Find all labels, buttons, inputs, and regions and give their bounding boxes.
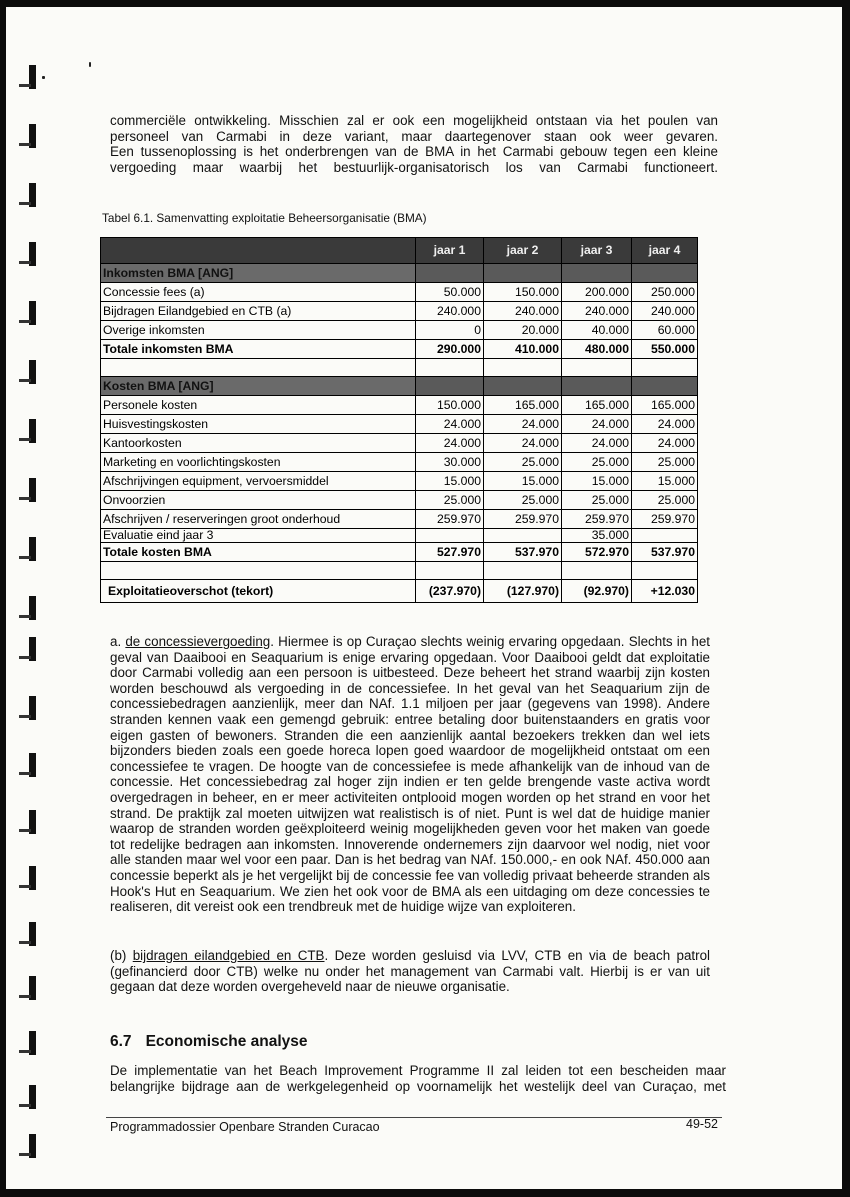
cell-value: 60.000 [632,321,698,340]
cell-value: 24.000 [416,415,484,434]
table-row [101,321,698,340]
cell-value: 35.000 [562,529,632,543]
binding-ring [17,242,39,266]
table-row [101,491,698,510]
scan-speck [42,76,45,79]
binding-ring [17,696,39,720]
cell-value: 572.970 [562,543,632,562]
income-total-row [101,340,698,359]
cell-value: 259.970 [632,510,698,529]
column-header: jaar 4 [632,238,698,264]
cell-value: 165.000 [484,396,562,415]
row-label: Bijdragen Eilandgebied en CTB (a) [101,302,416,321]
bma-summary-table [100,237,698,603]
table-row [101,453,698,472]
cell-value: 30.000 [416,453,484,472]
row-label: Overige inkomsten [101,321,416,340]
row-label: Marketing en voorlichtingskosten [101,453,416,472]
row-label: Personele kosten [101,396,416,415]
binding-ring [17,866,39,890]
text-line: vergoeding maar waarbij het bestuurlijk-organisatorisch los van Carmabi functioneert. [110,159,718,175]
cell-value: 259.970 [484,510,562,529]
cell-value: (237.970) [416,580,484,603]
cell-value [632,529,698,543]
table-row [101,434,698,453]
text-line: Een tussenoplossing is het onderbrengen van de BMA in het Carmabi gebouw tegen een kleine [110,144,718,160]
table-row [101,472,698,491]
cell-value: 24.000 [484,415,562,434]
cell-value: 20.000 [484,321,562,340]
row-label: Huisvestingskosten [101,415,416,434]
result-row [101,580,698,603]
document-page [6,7,842,1189]
column-header: jaar 1 [416,238,484,264]
cost-section-row [101,377,698,396]
cell-value: 24.000 [562,415,632,434]
row-label: Totale inkomsten BMA [101,340,416,359]
cost-total-row [101,543,698,562]
cell-value: 24.000 [484,434,562,453]
text-line: commerciële ontwikkeling. Misschien zal er ook een mogelijkheid ontstaan via het poulen van [110,113,718,128]
paragraph-bijdragen [110,948,710,995]
table-row [101,396,698,415]
binding-ring [17,753,39,777]
binding-ring [17,360,39,384]
cell-value: 24.000 [632,415,698,434]
table-row [101,510,698,529]
cell-value: 250.000 [632,283,698,302]
paragraph-concessievergoeding [110,634,710,915]
paragraph-prefix: a. [110,634,126,649]
spacer-row [101,562,698,580]
cell-value: 240.000 [632,302,698,321]
binding-ring [17,637,39,661]
cell-value: 40.000 [562,321,632,340]
binding-ring [17,124,39,148]
cell-value: 150.000 [484,283,562,302]
cell-value: 537.970 [484,543,562,562]
text-line: De implementatie van het Beach Improvement Programme II zal leiden tot een bescheiden maar [110,1063,726,1078]
cell-value: 25.000 [416,491,484,510]
cell-value: 527.970 [416,543,484,562]
cell-value: 50.000 [416,283,484,302]
section-label: Inkomsten BMA [ANG] [101,264,416,283]
cell-value: 537.970 [632,543,698,562]
income-section-row [101,264,698,283]
section-label: Kosten BMA [ANG] [101,377,416,396]
cell-value: 480.000 [562,340,632,359]
cell-value: 150.000 [416,396,484,415]
binding-ring [17,1134,39,1158]
cell-value: 25.000 [562,453,632,472]
paragraph-term: bijdragen eilandgebied en CTB [132,948,325,963]
table-header-row [101,238,698,264]
binding-ring [17,1031,39,1055]
binding-ring [17,65,39,89]
table-row [101,302,698,321]
column-header: jaar 2 [484,238,562,264]
cell-value: 290.000 [416,340,484,359]
text-line: belangrijke bijdrage aan de werkgelegenheid op voornamelijk het westelijk deel van Curaçao, met [110,1078,726,1094]
cell-value: 24.000 [562,434,632,453]
spiral-binding [6,7,56,1189]
paragraph-text: . Hiermee is op Curaçao slechts weinig ervaring opgedaan. Slechts in het geval van Daaibooi en Seaquarium is enige ervaring opgedaan. Voor Daaibooi geldt dat exploitatie door Carmabi volledig aan een persoon is uitbesteed. Deze beheert het strand waarbij zijn kosten worden beschouwd als vergoeding in de concessiefee. In het geval van het Seaquarium zijn de concessiebedragen aanzienlijk, meer dan NAf. 1.1 miljoen per jaar (gegevens van 1998). Andere stranden kennen vaak een gemengd gebruik: entree betaling door buitenstaanders en gratis voor eigen gasten of bewoners. Stranden die een aanzienlijk aantal bezoekers trekken dan wel iets bijzonders bieden zoals een goede horeca lopen goed waardoor de mogelijkheid ontstaat om een concessiefee te vragen. De hoogte van de concessiefee is mede afhankelijk van de inhoud van de concessie. Het concessiebedrag zal hoger zijn indien er ten gelde brengende vaste activa wordt overgedragen in beheer, en er meer activiteiten ontplooid mogen worden op het strand en voor het strand. De praktijk zal moeten uitwijzen wat realistisch is of niet. Punt is wel dat de huidige manier waarop de stranden worden geëxploiteerd weinig mogelijkheden geven voor het maken van goede tot redelijke bedragen aan inkomsten. Innoverende ondernemers zijn daarvoor wel nodig, niet voor alle standen maar wel voor een paar. Dan is het bedrag van NAf. 150.000,- en ook NAf. 450.000 aan concessie beperkt als je het vergelijkt bij de concessie fee van volledig privaat beheerde stranden als Hook's Hut en Seaquarium. We zien het ook voor de BMA als een uitdaging om deze concessies te realiseren, dit vereist ook een trendbreuk met de huidige wijze van exploiteren. [110,634,711,915]
table-caption: Tabel 6.1. Samenvatting exploitatie Beheersorganisatie (BMA) [102,211,427,225]
cell-value: 165.000 [562,396,632,415]
cell-value: (92.970) [562,580,632,603]
cell-value: 25.000 [632,453,698,472]
header-blank [101,238,416,264]
row-label: Afschrijven / reserveringen groot onderhoud [101,510,416,529]
paragraph-prefix: (b) [110,948,133,963]
row-label: Kantoorkosten [101,434,416,453]
cell-value: 15.000 [484,472,562,491]
column-header: jaar 3 [562,238,632,264]
row-label: Evaluatie eind jaar 3 [101,529,416,543]
binding-ring [17,478,39,502]
binding-ring [17,976,39,1000]
binding-ring [17,1085,39,1109]
cell-value: 25.000 [632,491,698,510]
intro-paragraph [110,113,718,175]
cell-value: 259.970 [416,510,484,529]
binding-ring [17,810,39,834]
page-number: 49-52 [686,1117,718,1131]
binding-ring [17,301,39,325]
cell-value: 165.000 [632,396,698,415]
row-label: Onvoorzien [101,491,416,510]
footer-divider [106,1117,722,1118]
cell-value: 25.000 [484,491,562,510]
table-row [101,415,698,434]
binding-ring [17,537,39,561]
text-line: personeel van Carmabi in deze variant, maar daartegenover staan ook weer gevaren. [110,128,718,144]
section-number: 6.7 [110,1033,132,1050]
section-paragraph [110,1063,726,1094]
scan-speck [89,62,91,67]
cell-value: 240.000 [416,302,484,321]
footer-title: Programmadossier Openbare Stranden Curacao [110,1120,380,1134]
cell-value [416,529,484,543]
table-row [101,529,698,543]
cell-value: 24.000 [416,434,484,453]
spacer-row [101,359,698,377]
row-label: Exploitatieoverschot (tekort) [101,580,416,603]
table-row [101,283,698,302]
binding-ring [17,596,39,620]
paragraph-text: . Deze worden gesluisd via LVV, CTB en via de beach patrol (gefinancierd door CTB) welke nu onder het management van Carmabi valt. Hierbij is er van uit gegaan dat deze worden overgeheveld naar de nieuwe organisatie. [110,948,710,995]
cell-value: 259.970 [562,510,632,529]
cell-value: 410.000 [484,340,562,359]
cell-value: 25.000 [484,453,562,472]
cell-value: (127.970) [484,580,562,603]
row-label: Totale kosten BMA [101,543,416,562]
cell-value: +12.030 [632,580,698,603]
cell-value: 240.000 [484,302,562,321]
cell-value: 25.000 [562,491,632,510]
binding-ring [17,922,39,946]
row-label: Concessie fees (a) [101,283,416,302]
section-title: Economische analyse [145,1033,308,1050]
cell-value: 24.000 [632,434,698,453]
cell-value: 0 [416,321,484,340]
paragraph-term: de concessievergoeding [125,634,271,649]
cell-value: 15.000 [416,472,484,491]
row-label: Afschrijvingen equipment, vervoersmiddel [101,472,416,491]
cell-value: 240.000 [562,302,632,321]
section-heading [110,1033,308,1051]
cell-value [484,529,562,543]
cell-value: 15.000 [632,472,698,491]
cell-value: 550.000 [632,340,698,359]
cell-value: 200.000 [562,283,632,302]
binding-ring [17,419,39,443]
binding-ring [17,183,39,207]
cell-value: 15.000 [562,472,632,491]
